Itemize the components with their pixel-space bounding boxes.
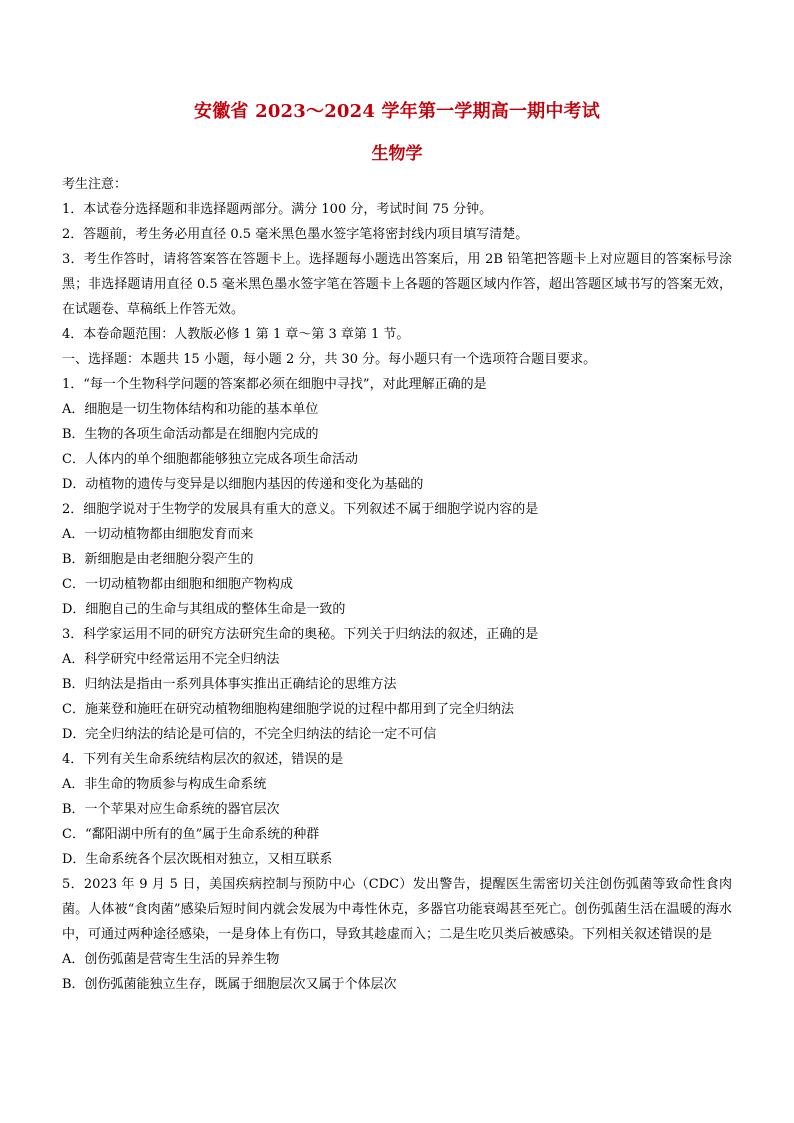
exam-subject: 生物学 — [371, 144, 423, 164]
question-4 — [62, 747, 732, 872]
option-c: C．“鄱阳湖中所有的鱼”属于生命系统的种群 — [62, 827, 320, 842]
option-a: A．非生命的物质参与构成生命系统 — [62, 777, 267, 792]
question-2 — [62, 497, 732, 622]
question-stem: 2．细胞学说对于生物学的发展具有重大的意义。下列叙述不属于细胞学说内容的是 — [62, 502, 539, 517]
question-3 — [62, 622, 732, 747]
option-b: B．归纳法是指由一系列具体事实推出正确结论的思维方法 — [62, 677, 397, 692]
section-heading: 一、选择题：本题共 15 小题，每小题 2 分，共 30 分。每小题只有一个选项符合题目要求。 — [62, 352, 597, 367]
question-stem: 5．2023 年 9 月 5 日，美国疾病控制与预防中心（CDC）发出警告，提醒医生需密切关注创伤弧菌等致命性食肉菌。人体被“食肉菌”感染后短时间内就会发展为中毒性休克，多器官功能衰竭甚至死亡。创伤弧菌生活在温暖的海水中，可通过两种途径感染，一是身体上有伤口，导致其趁虚而入；二是生吃贝类后被感染。下列相关叙述错误的是 — [62, 877, 732, 942]
option-a: A．一切动植物都由细胞发育而来 — [62, 527, 254, 542]
option-c: C．施莱登和施旺在研究动植物细胞构建细胞学说的过程中都用到了完全归纳法 — [62, 702, 514, 717]
option-b: B．一个苹果对应生命系统的器官层次 — [62, 802, 280, 817]
notice-item-1: 1．本试卷分选择题和非选择题两部分。满分 100 分，考试时间 75 分钟。 — [62, 202, 493, 217]
option-c: C．人体内的单个细胞都能够独立完成各项生命活动 — [62, 452, 358, 467]
exam-title: 安徽省 2023～2024 学年第一学期高一期中考试 — [194, 101, 600, 122]
notice-item-3: 3．考生作答时，请将答案答在答题卡上。选择题每小题选出答案后，用 2B 铅笔把答题卡上对应题目的答案标号涂黑；非选择题请用直径 0.5 毫米黑色墨水签字笔在答题卡上各题的答题区域内作答，超出答题区域书写的答案无效，在试题卷、草稿纸上作答无效。 — [62, 252, 732, 317]
question-stem: 1．“每一个生物科学问题的答案都必须在细胞中寻找”，对此理解正确的是 — [62, 377, 487, 392]
question-stem: 4．下列有关生命系统结构层次的叙述，错误的是 — [62, 752, 344, 767]
question-stem: 3．科学家运用不同的研究方法研究生命的奥秘。下列关于归纳法的叙述，正确的是 — [62, 627, 539, 642]
notice-heading: 考生注意： — [62, 177, 128, 192]
option-b: B．生物的各项生命活动都是在细胞内完成的 — [62, 427, 319, 442]
option-a: A．科学研究中经常运用不完全归纳法 — [62, 652, 280, 667]
option-b: B．创伤弧菌能独立生存，既属于细胞层次又属于个体层次 — [62, 977, 397, 992]
option-a: A．细胞是一切生物体结构和功能的基本单位 — [62, 402, 319, 417]
question-1 — [62, 372, 732, 497]
option-d: D．动植物的遗传与变异是以细胞内基因的传递和变化为基础的 — [62, 477, 424, 492]
option-a: A．创伤弧菌是营寄生生活的异养生物 — [62, 952, 280, 967]
option-c: C．一切动植物都由细胞和细胞产物构成 — [62, 577, 293, 592]
question-5 — [62, 872, 732, 997]
notice-item-2: 2．答题前，考生务必用直径 0.5 毫米黑色墨水签字笔将密封线内项目填写清楚。 — [62, 227, 529, 242]
option-b: B．新细胞是由老细胞分裂产生的 — [62, 552, 254, 567]
option-d: D．生命系统各个层次既相对独立，又相互联系 — [62, 852, 333, 867]
exam-body — [62, 172, 732, 997]
option-d: D．细胞自己的生命与其组成的整体生命是一致的 — [62, 602, 346, 617]
notice-item-4: 4．本卷命题范围：人教版必修 1 第 1 章～第 3 章第 1 节。 — [62, 327, 410, 342]
option-d: D．完全归纳法的结论是可信的，不完全归纳法的结论一定不可信 — [62, 727, 437, 742]
